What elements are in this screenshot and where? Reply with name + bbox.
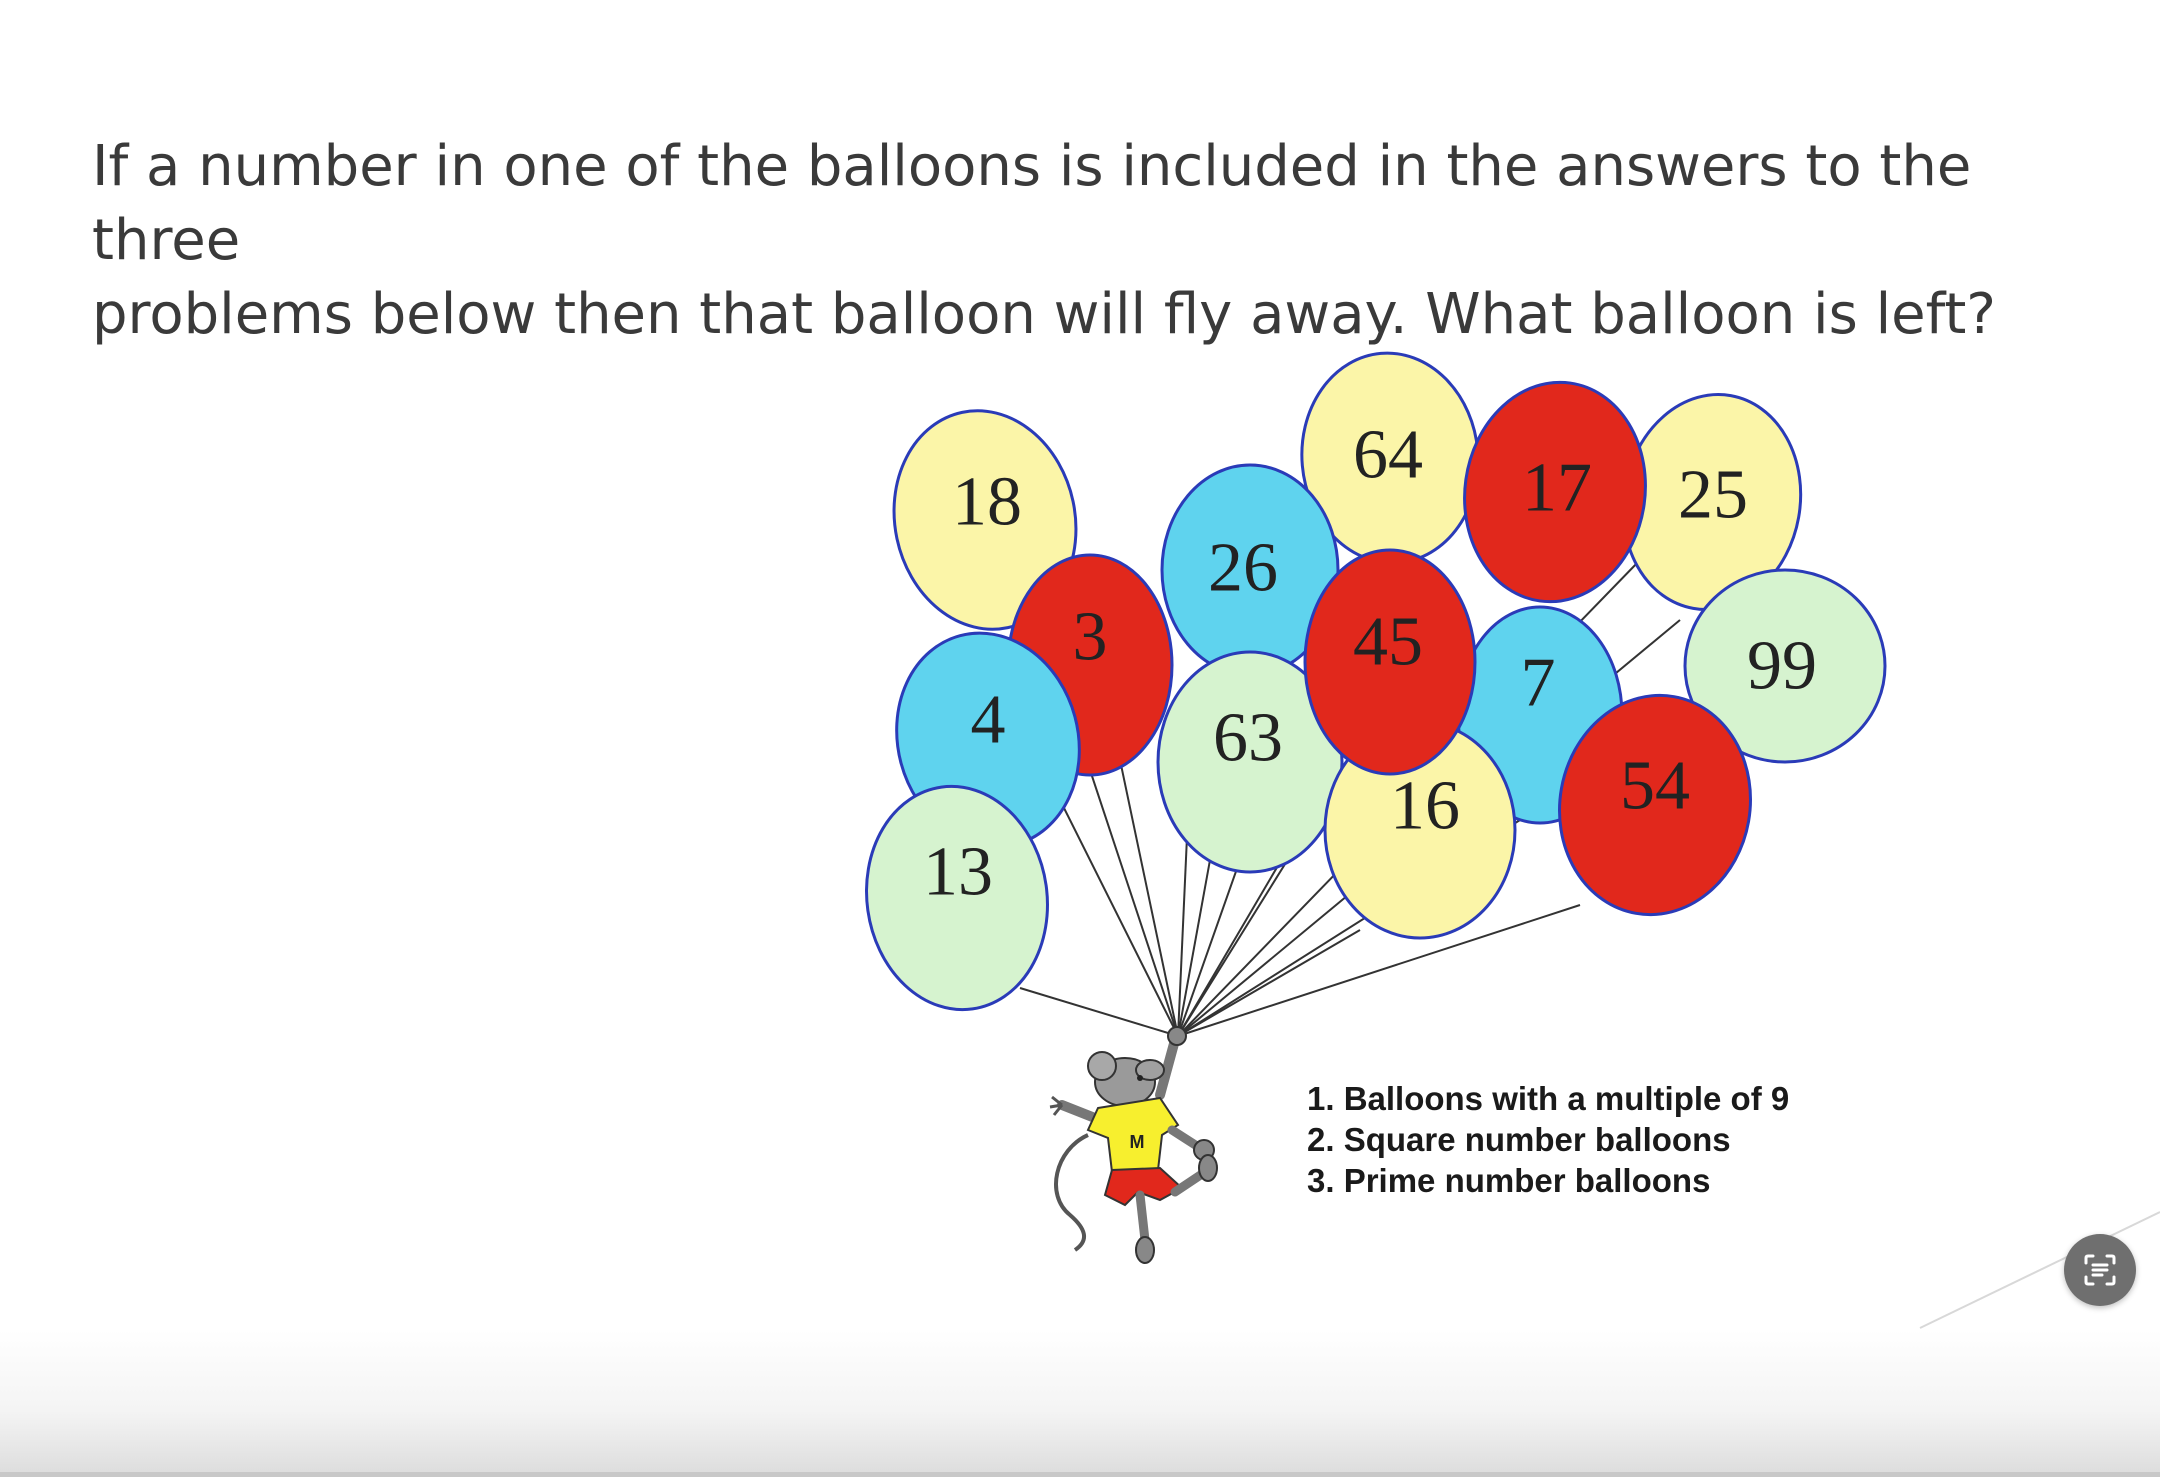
balloon-label-54: 54	[1620, 747, 1690, 825]
balloon-label-25: 25	[1678, 456, 1748, 534]
balloon-label-13: 13	[923, 833, 993, 911]
text-scan-button[interactable]	[2064, 1234, 2136, 1306]
bottom-shadow	[0, 1330, 2160, 1477]
rule-1: 1. Balloons with a multiple of 9	[1307, 1080, 1790, 1117]
balloon-label-63: 63	[1213, 699, 1283, 777]
balloon-label-16: 16	[1390, 767, 1460, 845]
question-line-1: If a number in one of the balloons is included in the answers to the three	[92, 134, 1972, 273]
text-scan-icon	[2080, 1250, 2120, 1290]
question-line-2: problems below then that balloon will fly away. What balloon is left?	[92, 282, 1996, 347]
balloon-label-45: 45	[1353, 603, 1423, 681]
rule-2: 2. Square number balloons	[1307, 1121, 1731, 1158]
balloon-label-4: 4	[970, 681, 1006, 759]
balloon-label-64: 64	[1353, 416, 1423, 494]
bottom-edge	[0, 1472, 2160, 1477]
balloon-label-17: 17	[1522, 449, 1592, 527]
balloon-label-18: 18	[952, 463, 1022, 541]
balloon-label-99: 99	[1747, 627, 1817, 705]
shirt-letter: M	[1129, 1132, 1145, 1152]
balloon-label-26: 26	[1208, 529, 1278, 607]
balloon-label-7: 7	[1520, 644, 1556, 722]
balloon-label-3: 3	[1072, 598, 1108, 676]
rule-3: 3. Prime number balloons	[1307, 1162, 1711, 1199]
